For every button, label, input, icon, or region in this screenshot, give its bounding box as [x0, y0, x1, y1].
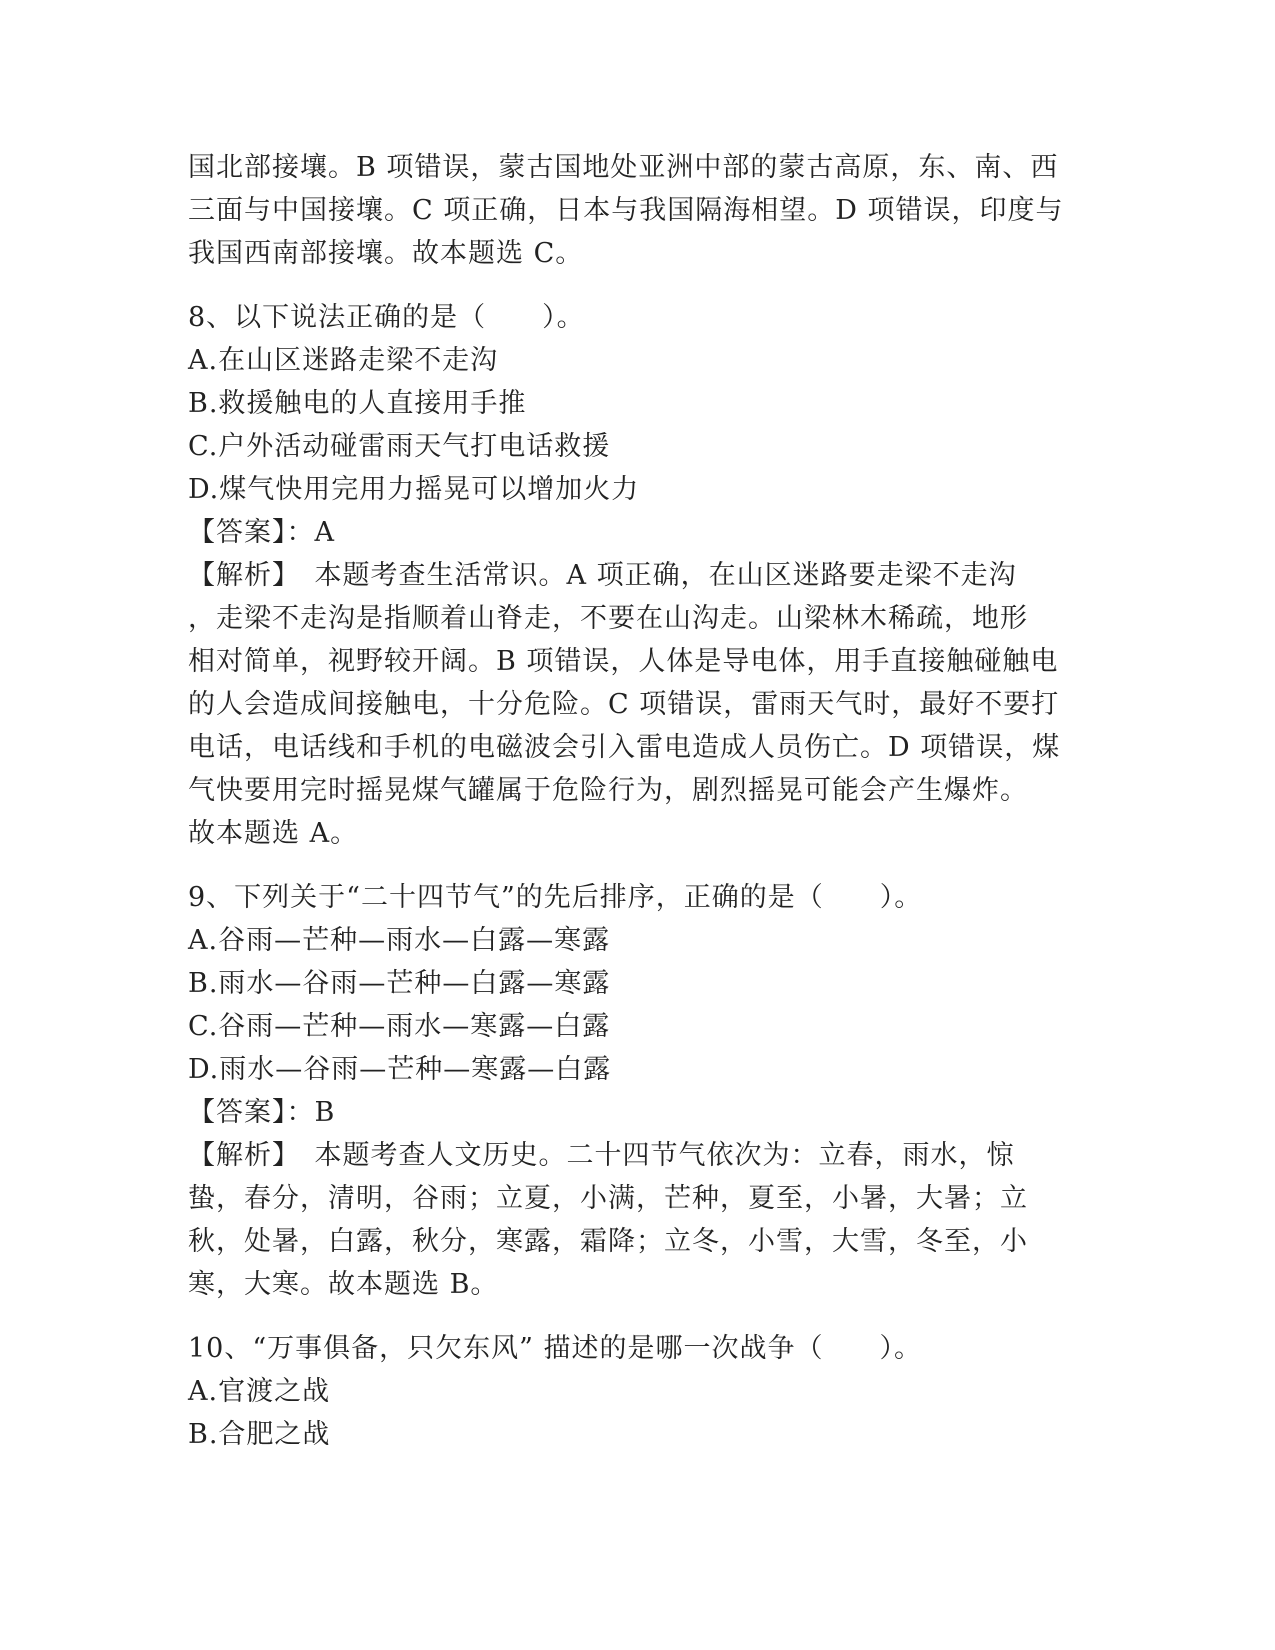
option-a: A.官渡之战: [188, 1376, 331, 1407]
answer: 【答案】：B: [188, 1097, 336, 1128]
explanation-line: 秋，处暑，白露，秋分，寒露，霜降；立冬，小雪，大雪，冬至，小: [188, 1226, 1028, 1257]
option-c: C.户外活动碰雷雨天气打电话救援: [188, 431, 611, 462]
option-b: B.合肥之战: [188, 1419, 331, 1450]
document-page: [188, 146, 1088, 1456]
explanation-line: 故本题选 A。: [188, 818, 359, 849]
option-d: D.雨水—谷雨—芒种—寒露—白露: [188, 1054, 612, 1085]
question-10: [188, 1327, 1088, 1456]
question-8: [188, 296, 1088, 855]
explanation-line: 寒，大寒。故本题选 B。: [188, 1269, 499, 1300]
explanation-line: 【解析】 本题考查生活常识。A 项正确，在山区迷路要走梁不走沟: [188, 560, 1017, 591]
question-9: [188, 876, 1088, 1306]
option-a: A.在山区迷路走梁不走沟: [188, 345, 499, 376]
explanation-line: 的人会造成间接触电，十分危险。C 项错误，雷雨天气时，最好不要打: [188, 689, 1060, 720]
option-b: B.雨水—谷雨—芒种—白露—寒露: [188, 968, 611, 999]
previous-explanation: [188, 146, 1088, 275]
explanation-line: 相对简单，视野较开阔。B 项错误，人体是导电体，用手直接触碰触电: [188, 646, 1059, 677]
question-text: 10、“万事俱备，只欠东风” 描述的是哪一次战争（ ）。: [188, 1333, 923, 1364]
explanation-line: 电话，电话线和手机的电磁波会引入雷电造成人员伤亡。D 项错误，煤: [188, 732, 1061, 763]
question-text: 8、以下说法正确的是（ ）。: [188, 302, 585, 333]
explanation-line: 三面与中国接壤。C 项正确，日本与我国隔海相望。D 项错误，印度与: [188, 195, 1064, 226]
answer: 【答案】：A: [188, 517, 335, 548]
option-c: C.谷雨—芒种—雨水—寒露—白露: [188, 1011, 611, 1042]
explanation-line: ，走梁不走沟是指顺着山脊走，不要在山沟走。山梁林木稀疏，地形: [188, 603, 1028, 634]
explanation-line: 气快要用完时摇晃煤气罐属于危险行为，剧烈摇晃可能会产生爆炸。: [188, 775, 1028, 806]
option-b: B.救援触电的人直接用手推: [188, 388, 527, 419]
explanation-line: 【解析】 本题考查人文历史。二十四节气依次为：立春，雨水，惊: [188, 1140, 1015, 1171]
explanation-line: 国北部接壤。B 项错误，蒙古国地处亚洲中部的蒙古高原，东、南、西: [188, 152, 1059, 183]
explanation-line: 蛰，春分，清明，谷雨；立夏，小满，芒种，夏至，小暑，大暑；立: [188, 1183, 1028, 1214]
question-text: 9、下列关于“二十四节气”的先后排序，正确的是（ ）。: [188, 882, 923, 913]
option-d: D.煤气快用完用力摇晃可以增加火力: [188, 474, 640, 505]
explanation-line: 我国西南部接壤。故本题选 C。: [188, 238, 584, 269]
option-a: A.谷雨—芒种—雨水—白露—寒露: [188, 925, 611, 956]
